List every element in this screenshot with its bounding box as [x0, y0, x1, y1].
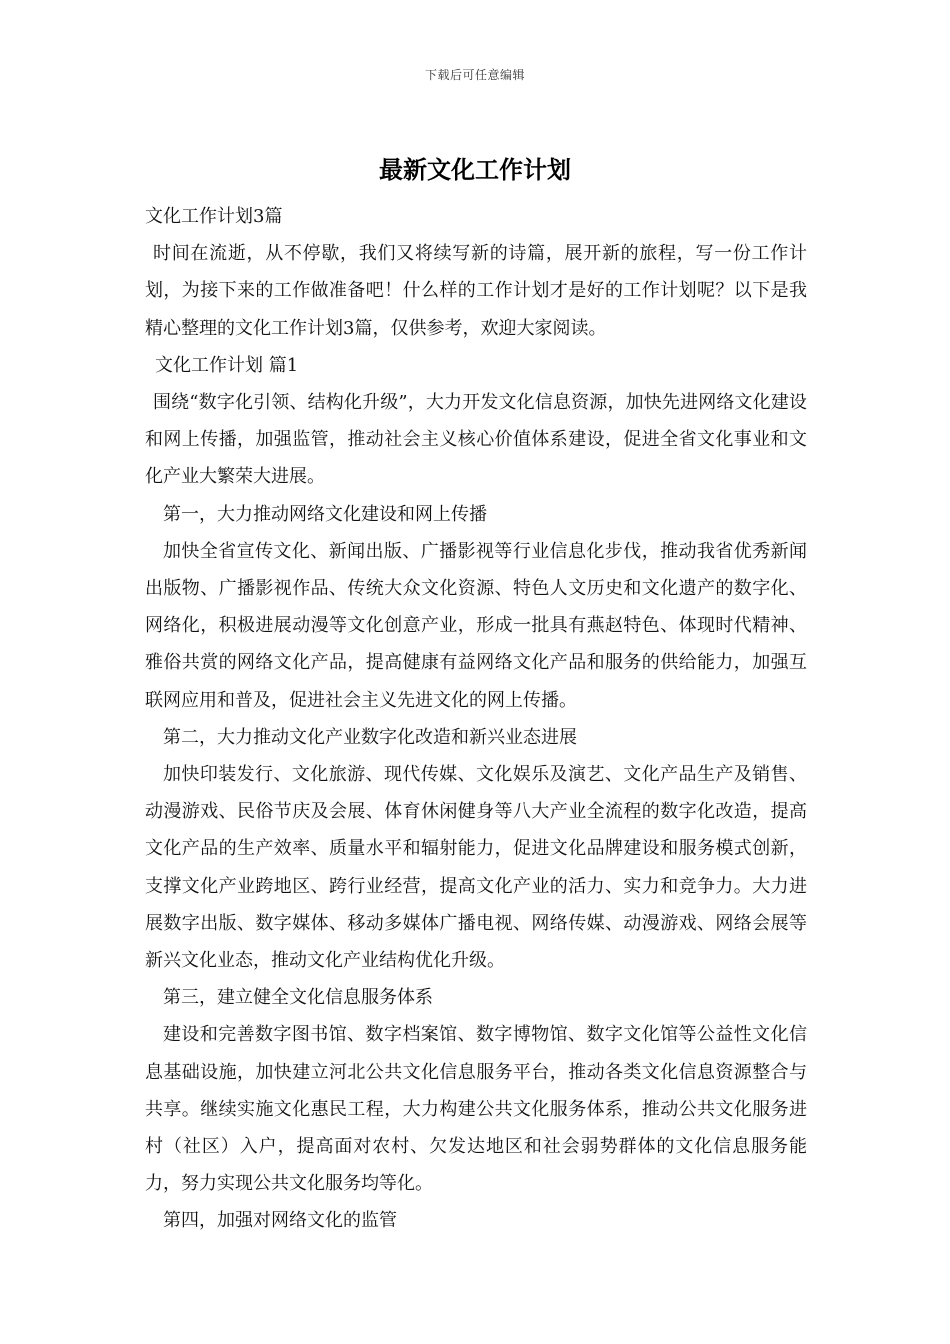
point-paragraph-3: 建设和完善数字图书馆、数字档案馆、数字博物馆、数字文化馆等公益性文化信息基础设施，加快建立河北公共文化信息服务平台，推动各类文化信息资源整合与共享。继续实施文化惠民工程，大力构建公共文化服务体系，推动公共文化服务进村（社区）入户，提高面对农村、欠发达地区和社会弱势群体的文化信息服务能力，努力实现公共文化服务均等化。 [145, 1024, 807, 1195]
document-body [145, 198, 807, 1240]
intro-paragraph: 时间在流逝，从不停歇，我们又将续写新的诗篇，展开新的旅程，写一份工作计划，为接下来的工作做准备吧！什么样的工作计划才是好的工作计划呢？以下是我精心整理的文化工作计划3篇，仅供参考，欢迎大家阅读。 [145, 243, 807, 339]
point-heading-4: 第四，加强对网络文化的监管 [163, 1210, 397, 1232]
document-title: 最新文化工作计划 [379, 155, 571, 184]
point-heading-2: 第二，大力推动文化产业数字化改造和新兴业态进展 [163, 726, 577, 748]
header-note: 下载后可任意编辑 [424, 68, 525, 82]
lead-paragraph: 围绕“数字化引领、结构化升级”，大力开发文化信息资源，加快先进网络文化建设和网上传播，加强监管，推动社会主义核心价值体系建设，促进全省文化事业和文化产业大繁荣大进展。 [145, 392, 807, 488]
point-paragraph-1: 加快全省宣传文化、新闻出版、广播影视等行业信息化步伐，推动我省优秀新闻出版物、广播影视作品、传统大众文化资源、特色人文历史和文化遗产的数字化、网络化，积极进展动漫等文化创意产业，形成一批具有燕赵特色、体现时代精神、雅俗共赏的网络文化产品，提高健康有益网络文化产品和服务的供给能力，加强互联网应用和普及，促进社会主义先进文化的网上传播。 [145, 540, 807, 711]
point-heading-3: 第三，建立健全文化信息服务体系 [163, 987, 433, 1009]
section-title: 文化工作计划 篇1 [155, 354, 299, 376]
point-paragraph-2: 加快印装发行、文化旅游、现代传媒、文化娱乐及演艺、文化产品生产及销售、动漫游戏、民俗节庆及会展、体育休闲健身等八大产业全流程的数字化改造，提高文化产品的生产效率、质量水平和辐射能力，促进文化品牌建设和服务模式创新，支撑文化产业跨地区、跨行业经营，提高文化产业的活力、实力和竞争力。大力进展数字出版、数字媒体、移动多媒体广播电视、网络传媒、动漫游戏、网络会展等新兴文化业态，推动文化产业结构优化升级。 [145, 764, 807, 972]
point-heading-1: 第一，大力推动网络文化建设和网上传播 [163, 503, 487, 525]
document-subtitle: 文化工作计划3篇 [145, 206, 283, 227]
